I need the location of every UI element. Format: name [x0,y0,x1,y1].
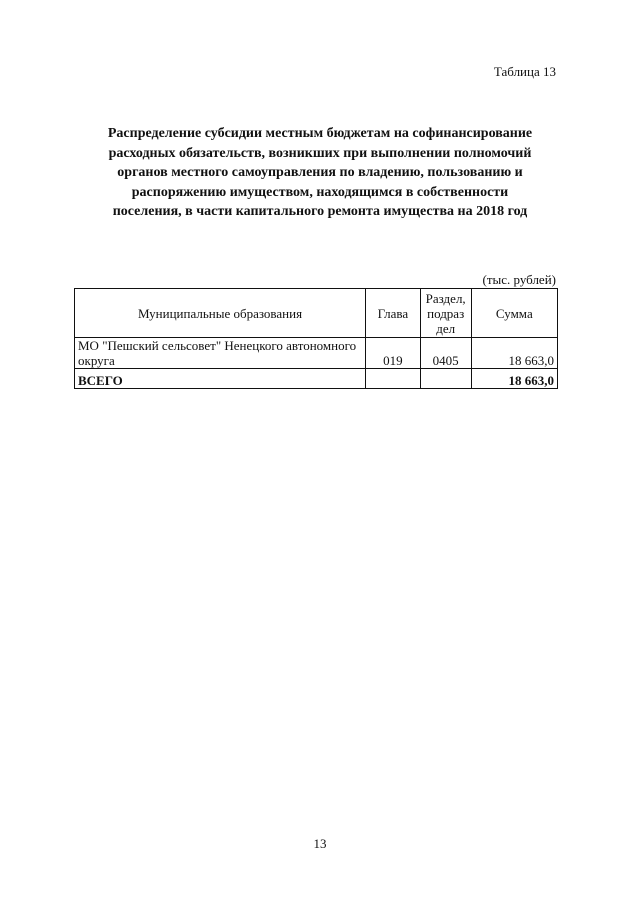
header-section-line: дел [436,320,456,336]
units-note: (тыс. рублей) [482,272,556,287]
header-sum: Сумма [471,289,557,338]
municipality-line: МО "Пешский сельсовет" Ненецкого автономного [78,338,357,353]
municipality-line: округа [78,353,115,368]
total-section-empty [420,369,471,389]
title-line: поселения, в части капитального ремонта имущества на 2018 год [112,204,528,219]
total-sum: 18 663,0 [471,369,557,389]
header-section [420,289,471,338]
cell-municipality [75,338,366,369]
title-line: распоряжению имуществом, находящимся в собственности [131,184,509,200]
subsidy-distribution-table [74,288,558,389]
cell-sum: 18 663,0 [471,338,557,369]
title-line: расходных обязательств, возникших при выполнении полномочий [108,145,532,161]
table-row [75,338,558,369]
cell-section: 0405 [420,338,471,369]
document-title [80,124,560,222]
header-section-line: Раздел, [425,290,466,306]
table-label: Таблица 13 [493,64,556,79]
total-label: ВСЕГО [75,369,366,389]
cell-chapter: 019 [365,338,420,369]
title-line: органов местного самоуправления по владению, пользованию и [117,165,523,180]
header-section-line: подраз [427,305,465,321]
table-header-row [75,289,558,338]
header-chapter: Глава [365,289,420,338]
header-municipality: Муниципальные образования [75,289,366,338]
page-number: 13 [313,836,327,851]
total-row [75,369,558,389]
title-line: Распределение субсидии местным бюджетам на софинансирование [107,126,533,141]
total-chapter-empty [365,369,420,389]
